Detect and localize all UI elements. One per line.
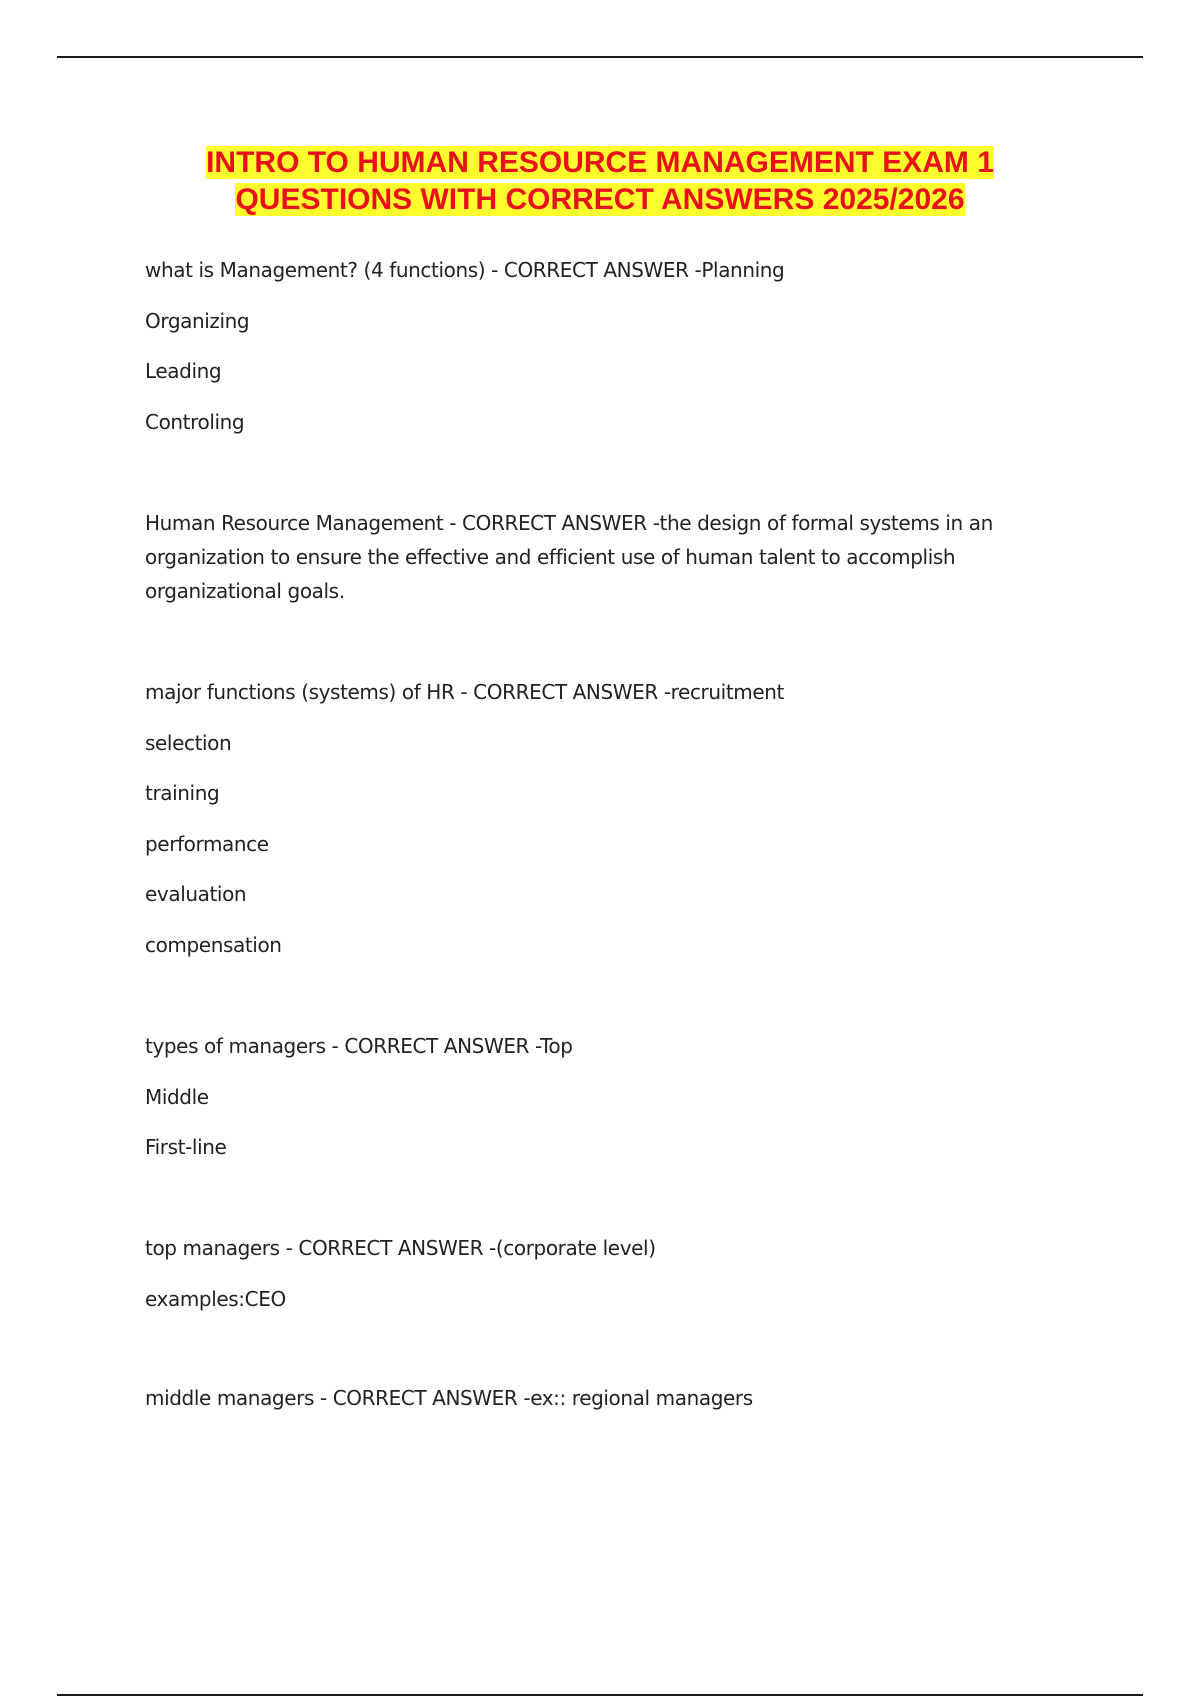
document-title [100, 144, 1100, 218]
qa-2-paragraph: Human Resource Management - CORRECT ANSWER -the design of formal systems in an organization to ensure the effective and efficient use of human talent to accomplish organizational goals. [145, 511, 993, 603]
qa-1-question: what is Management? (4 functions) - CORRECT ANSWER -Planning [145, 258, 785, 282]
qa-3-question: major functions (systems) of HR - CORRECT ANSWER -recruitment [145, 680, 784, 704]
qa-3-answer-line: selection [145, 731, 232, 755]
qa-3-answer-line: training [145, 781, 220, 805]
header-rule [57, 56, 1143, 58]
title-line-1: INTRO TO HUMAN RESOURCE MANAGEMENT EXAM 1 [206, 146, 994, 179]
qa-1-answer-line: Organizing [145, 309, 250, 333]
qa-1-answer-line: Controling [145, 410, 245, 434]
qa-5-question: top managers - CORRECT ANSWER -(corporate level) [145, 1236, 656, 1260]
qa-3-answer-line: compensation [145, 933, 282, 957]
qa-6-question: middle managers - CORRECT ANSWER -ex:: regional managers [145, 1386, 753, 1410]
qa-4-answer-line: First-line [145, 1135, 227, 1159]
qa-4-question: types of managers - CORRECT ANSWER -Top [145, 1034, 573, 1058]
qa-3-answer-line: evaluation [145, 882, 247, 906]
footer-rule [57, 1694, 1143, 1696]
title-line-2: QUESTIONS WITH CORRECT ANSWERS 2025/2026 [235, 183, 965, 216]
qa-5-answer-line: examples:CEO [145, 1287, 286, 1311]
qa-3-answer-line: performance [145, 832, 269, 856]
qa-4-answer-line: Middle [145, 1085, 209, 1109]
qa-1-answer-line: Leading [145, 359, 222, 383]
